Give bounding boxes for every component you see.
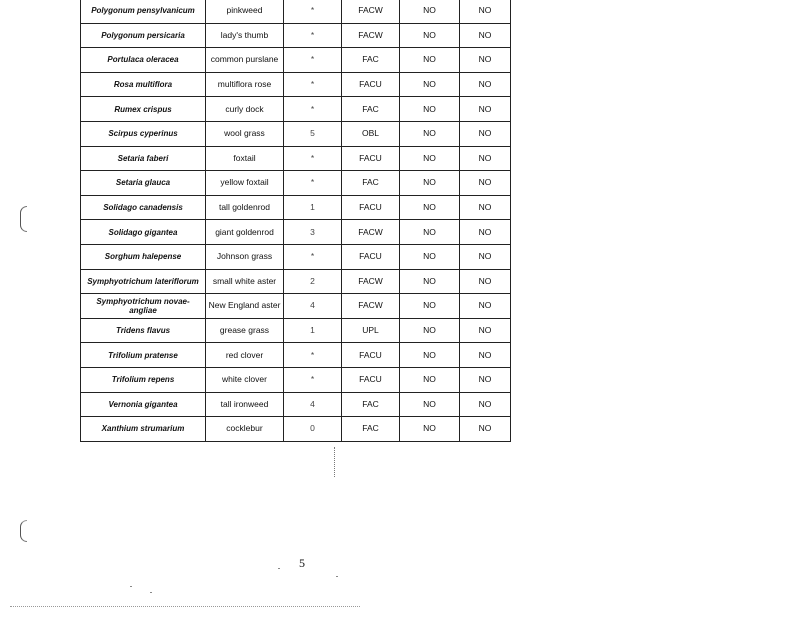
status-cell: NO (460, 121, 511, 146)
wetland-indicator-cell: OBL (342, 121, 400, 146)
status-cell: NO (460, 367, 511, 392)
c-value-cell: * (284, 367, 342, 392)
status-cell: NO (460, 318, 511, 343)
table-row (81, 23, 511, 48)
scientific-name-cell: Solidago gigantea (81, 220, 206, 245)
common-name-cell: Johnson grass (206, 244, 284, 269)
scan-artifact-dots (10, 606, 360, 607)
c-value-cell: * (284, 146, 342, 171)
status-cell: NO (400, 23, 460, 48)
table-body (81, 0, 511, 441)
c-value-cell: * (284, 48, 342, 73)
table-row (81, 146, 511, 171)
status-cell: NO (400, 294, 460, 319)
wetland-indicator-cell: UPL (342, 318, 400, 343)
c-value-cell: * (284, 171, 342, 196)
status-cell: NO (460, 0, 511, 23)
c-value-cell: * (284, 244, 342, 269)
status-cell: NO (400, 367, 460, 392)
status-cell: NO (400, 392, 460, 417)
table-row (81, 269, 511, 294)
table-row (81, 195, 511, 220)
common-name-cell: small white aster (206, 269, 284, 294)
scientific-name-cell: Solidago canadensis (81, 195, 206, 220)
table-row (81, 121, 511, 146)
table-row (81, 343, 511, 368)
wetland-indicator-cell: FACW (342, 220, 400, 245)
scan-speck (336, 576, 338, 577)
table-row (81, 417, 511, 442)
status-cell: NO (460, 23, 511, 48)
status-cell: NO (460, 97, 511, 122)
status-cell: NO (400, 0, 460, 23)
scientific-name-cell: Rosa multiflora (81, 72, 206, 97)
scan-artifact-mark (20, 520, 27, 542)
common-name-cell: foxtail (206, 146, 284, 171)
status-cell: NO (460, 294, 511, 319)
scientific-name-cell: Symphyotrichum novae-angliae (81, 294, 206, 319)
common-name-cell: red clover (206, 343, 284, 368)
wetland-indicator-cell: FAC (342, 392, 400, 417)
status-cell: NO (460, 220, 511, 245)
scientific-name-cell: Tridens flavus (81, 318, 206, 343)
common-name-cell: curly dock (206, 97, 284, 122)
status-cell: NO (400, 121, 460, 146)
c-value-cell: 2 (284, 269, 342, 294)
wetland-indicator-cell: FACW (342, 294, 400, 319)
wetland-indicator-cell: FACU (342, 195, 400, 220)
scientific-name-cell: Setaria glauca (81, 171, 206, 196)
scientific-name-cell: Trifolium pratense (81, 343, 206, 368)
common-name-cell: multiflora rose (206, 72, 284, 97)
scientific-name-cell: Polygonum pensylvanicum (81, 0, 206, 23)
c-value-cell: 0 (284, 417, 342, 442)
c-value-cell: 5 (284, 121, 342, 146)
status-cell: NO (460, 269, 511, 294)
status-cell: NO (400, 220, 460, 245)
scan-artifact-mark (20, 206, 27, 232)
c-value-cell: 4 (284, 294, 342, 319)
species-table (80, 0, 511, 442)
status-cell: NO (460, 417, 511, 442)
status-cell: NO (460, 171, 511, 196)
c-value-cell: * (284, 343, 342, 368)
common-name-cell: tall goldenrod (206, 195, 284, 220)
scientific-name-cell: Vernonia gigantea (81, 392, 206, 417)
status-cell: NO (400, 244, 460, 269)
wetland-indicator-cell: FACU (342, 244, 400, 269)
wetland-indicator-cell: FACU (342, 146, 400, 171)
common-name-cell: New England aster (206, 294, 284, 319)
status-cell: NO (400, 417, 460, 442)
table-row (81, 48, 511, 73)
scan-artifact-line (334, 447, 335, 477)
status-cell: NO (400, 72, 460, 97)
status-cell: NO (460, 392, 511, 417)
scientific-name-cell: Portulaca oleracea (81, 48, 206, 73)
scientific-name-cell: Trifolium repens (81, 367, 206, 392)
wetland-indicator-cell: FACU (342, 367, 400, 392)
common-name-cell: yellow foxtail (206, 171, 284, 196)
c-value-cell: 4 (284, 392, 342, 417)
table-row (81, 171, 511, 196)
common-name-cell: giant goldenrod (206, 220, 284, 245)
common-name-cell: pinkweed (206, 0, 284, 23)
scientific-name-cell: Setaria faberi (81, 146, 206, 171)
c-value-cell: 3 (284, 220, 342, 245)
status-cell: NO (460, 48, 511, 73)
c-value-cell: 1 (284, 195, 342, 220)
status-cell: NO (400, 146, 460, 171)
common-name-cell: wool grass (206, 121, 284, 146)
table-row (81, 72, 511, 97)
common-name-cell: grease grass (206, 318, 284, 343)
table-row (81, 294, 511, 319)
scan-speck (150, 592, 152, 593)
wetland-indicator-cell: FACW (342, 0, 400, 23)
status-cell: NO (400, 48, 460, 73)
c-value-cell: * (284, 0, 342, 23)
status-cell: NO (400, 318, 460, 343)
table-row (81, 318, 511, 343)
status-cell: NO (460, 244, 511, 269)
common-name-cell: tall ironweed (206, 392, 284, 417)
common-name-cell: white clover (206, 367, 284, 392)
scan-speck (278, 568, 280, 569)
table-row (81, 244, 511, 269)
status-cell: NO (400, 195, 460, 220)
c-value-cell: * (284, 97, 342, 122)
wetland-indicator-cell: FACU (342, 343, 400, 368)
scientific-name-cell: Xanthium strumarium (81, 417, 206, 442)
table-row (81, 392, 511, 417)
scientific-name-cell: Polygonum persicaria (81, 23, 206, 48)
wetland-indicator-cell: FAC (342, 417, 400, 442)
c-value-cell: * (284, 72, 342, 97)
c-value-cell: * (284, 23, 342, 48)
wetland-indicator-cell: FACU (342, 72, 400, 97)
scientific-name-cell: Sorghum halepense (81, 244, 206, 269)
status-cell: NO (460, 72, 511, 97)
c-value-cell: 1 (284, 318, 342, 343)
status-cell: NO (460, 146, 511, 171)
common-name-cell: cocklebur (206, 417, 284, 442)
status-cell: NO (400, 269, 460, 294)
wetland-indicator-cell: FACW (342, 269, 400, 294)
scientific-name-cell: Scirpus cyperinus (81, 121, 206, 146)
status-cell: NO (400, 97, 460, 122)
page-number: 5 (299, 556, 305, 570)
common-name-cell: lady's thumb (206, 23, 284, 48)
status-cell: NO (460, 195, 511, 220)
status-cell: NO (460, 343, 511, 368)
wetland-indicator-cell: FACW (342, 23, 400, 48)
table-row (81, 97, 511, 122)
wetland-indicator-cell: FAC (342, 171, 400, 196)
scan-speck (130, 586, 132, 587)
scientific-name-cell: Symphyotrichum lateriflorum (81, 269, 206, 294)
status-cell: NO (400, 171, 460, 196)
common-name-cell: common purslane (206, 48, 284, 73)
table-row (81, 220, 511, 245)
table-row (81, 0, 511, 23)
wetland-indicator-cell: FAC (342, 48, 400, 73)
wetland-indicator-cell: FAC (342, 97, 400, 122)
table-row (81, 367, 511, 392)
scientific-name-cell: Rumex crispus (81, 97, 206, 122)
status-cell: NO (400, 343, 460, 368)
